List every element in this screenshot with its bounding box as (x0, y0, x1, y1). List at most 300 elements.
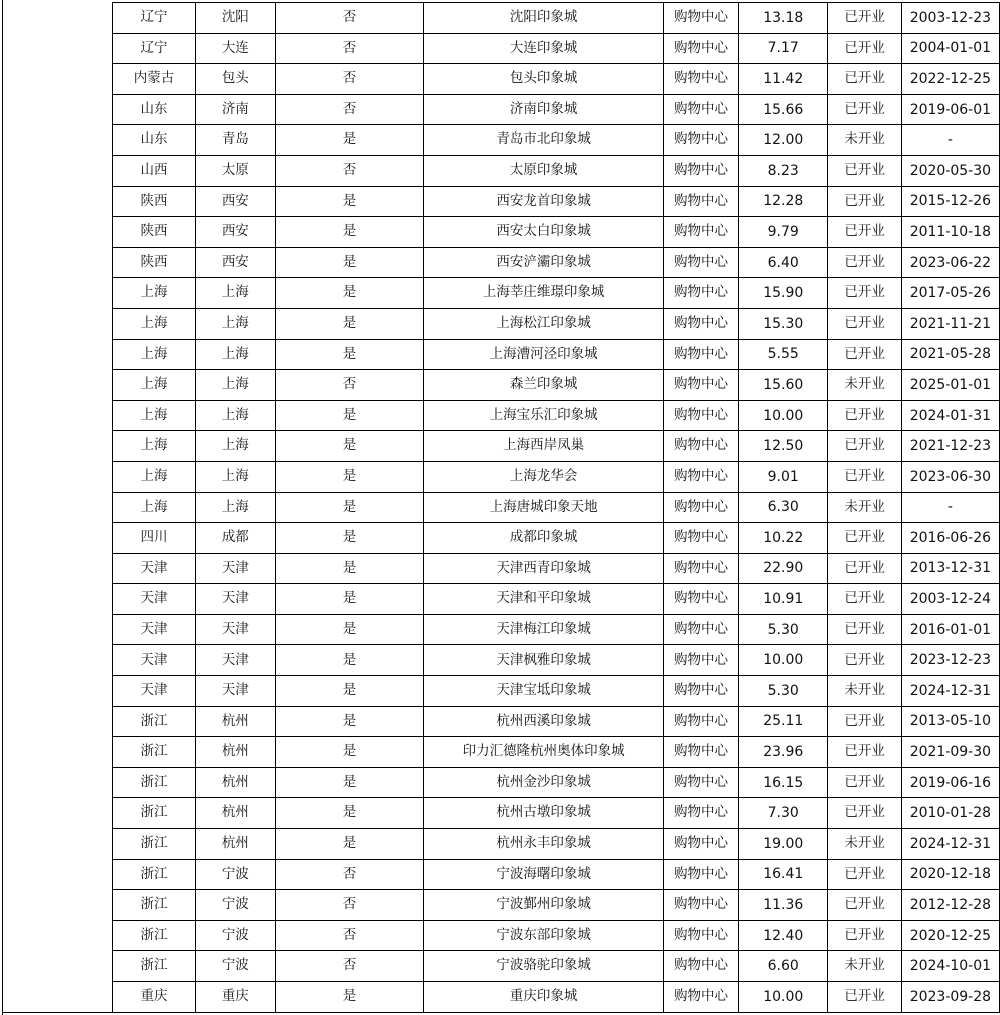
status-cell: 已开业 (828, 186, 901, 217)
table-row (113, 247, 1000, 278)
flag-cell: 否 (275, 94, 424, 125)
project-type-cell: 购物中心 (663, 431, 738, 462)
city-cell: 上海 (196, 308, 276, 339)
flag-cell: 是 (275, 829, 424, 860)
status-cell: 已开业 (828, 523, 901, 554)
status-cell: 未开业 (828, 951, 901, 982)
table-row (113, 186, 1000, 217)
project-type-cell: 购物中心 (663, 645, 738, 676)
province-cell: 辽宁 (113, 33, 196, 64)
status-cell: 已开业 (828, 308, 901, 339)
province-cell: 天津 (113, 614, 196, 645)
project-name-cell: 上海龙华会 (424, 461, 664, 492)
table-row (113, 859, 1000, 890)
flag-cell: 是 (275, 523, 424, 554)
status-cell: 已开业 (828, 339, 901, 370)
table-row (113, 706, 1000, 737)
project-type-cell: 购物中心 (663, 706, 738, 737)
status-cell: 已开业 (828, 890, 901, 921)
area-cell: 12.28 (739, 186, 828, 217)
table-row (113, 767, 1000, 798)
area-cell: 5.30 (739, 614, 828, 645)
province-cell: 山东 (113, 94, 196, 125)
city-cell: 沈阳 (196, 3, 276, 34)
open-date-cell: 2013-12-31 (901, 553, 999, 584)
status-cell: 未开业 (828, 676, 901, 707)
city-cell: 包头 (196, 64, 276, 95)
table-row (113, 278, 1000, 309)
status-cell: 已开业 (828, 706, 901, 737)
flag-cell: 否 (275, 3, 424, 34)
flag-cell: 是 (275, 308, 424, 339)
flag-cell: 否 (275, 951, 424, 982)
status-cell: 已开业 (828, 859, 901, 890)
flag-cell: 是 (275, 217, 424, 248)
flag-cell: 是 (275, 431, 424, 462)
open-date-cell: 2016-01-01 (901, 614, 999, 645)
project-type-cell: 购物中心 (663, 553, 738, 584)
project-type-cell: 购物中心 (663, 308, 738, 339)
project-name-cell: 森兰印象城 (424, 370, 664, 401)
project-name-cell: 杭州古墩印象城 (424, 798, 664, 829)
page-left-border (2, 0, 3, 1015)
open-date-cell: 2019-06-01 (901, 94, 999, 125)
project-type-cell: 购物中心 (663, 400, 738, 431)
area-cell: 23.96 (739, 737, 828, 768)
table-row (113, 400, 1000, 431)
flag-cell: 是 (275, 767, 424, 798)
status-cell: 已开业 (828, 645, 901, 676)
project-name-cell: 宁波东部印象城 (424, 920, 664, 951)
status-cell: 已开业 (828, 33, 901, 64)
open-date-cell: 2024-12-31 (901, 829, 999, 860)
province-cell: 天津 (113, 645, 196, 676)
province-cell: 浙江 (113, 767, 196, 798)
flag-cell: 是 (275, 492, 424, 523)
project-type-cell: 购物中心 (663, 155, 738, 186)
open-date-cell: 2021-09-30 (901, 737, 999, 768)
flag-cell: 否 (275, 33, 424, 64)
project-type-cell: 购物中心 (663, 584, 738, 615)
city-cell: 上海 (196, 431, 276, 462)
city-cell: 天津 (196, 584, 276, 615)
open-date-cell: 2020-05-30 (901, 155, 999, 186)
city-cell: 济南 (196, 94, 276, 125)
project-type-cell: 购物中心 (663, 339, 738, 370)
area-cell: 6.30 (739, 492, 828, 523)
city-cell: 上海 (196, 492, 276, 523)
area-cell: 7.30 (739, 798, 828, 829)
flag-cell: 是 (275, 186, 424, 217)
city-cell: 杭州 (196, 737, 276, 768)
area-cell: 9.01 (739, 461, 828, 492)
project-name-cell: 宁波骆驼印象城 (424, 951, 664, 982)
table-row (113, 155, 1000, 186)
project-name-cell: 天津梅江印象城 (424, 614, 664, 645)
table-row (113, 951, 1000, 982)
province-cell: 上海 (113, 339, 196, 370)
project-name-cell: 青岛市北印象城 (424, 125, 664, 156)
open-date-cell: 2022-12-25 (901, 64, 999, 95)
project-name-cell: 宁波鄞州印象城 (424, 890, 664, 921)
project-name-cell: 上海漕河泾印象城 (424, 339, 664, 370)
city-cell: 杭州 (196, 798, 276, 829)
area-cell: 16.15 (739, 767, 828, 798)
area-cell: 8.23 (739, 155, 828, 186)
status-cell: 已开业 (828, 920, 901, 951)
flag-cell: 是 (275, 614, 424, 645)
table-row (113, 370, 1000, 401)
status-cell: 已开业 (828, 431, 901, 462)
project-type-cell: 购物中心 (663, 370, 738, 401)
city-cell: 上海 (196, 370, 276, 401)
city-cell: 宁波 (196, 859, 276, 890)
province-cell: 辽宁 (113, 3, 196, 34)
area-cell: 16.41 (739, 859, 828, 890)
city-cell: 杭州 (196, 829, 276, 860)
open-date-cell: 2017-05-26 (901, 278, 999, 309)
city-cell: 天津 (196, 553, 276, 584)
project-type-cell: 购物中心 (663, 33, 738, 64)
open-date-cell: 2003-12-23 (901, 3, 999, 34)
flag-cell: 是 (275, 676, 424, 707)
flag-cell: 是 (275, 461, 424, 492)
flag-cell: 是 (275, 278, 424, 309)
flag-cell: 是 (275, 798, 424, 829)
open-date-cell: - (901, 125, 999, 156)
area-cell: 5.55 (739, 339, 828, 370)
project-type-cell: 购物中心 (663, 951, 738, 982)
project-name-cell: 杭州金沙印象城 (424, 767, 664, 798)
status-cell: 已开业 (828, 3, 901, 34)
project-name-cell: 成都印象城 (424, 523, 664, 554)
city-cell: 太原 (196, 155, 276, 186)
open-date-cell: 2025-01-01 (901, 370, 999, 401)
status-cell: 未开业 (828, 125, 901, 156)
open-date-cell: 2023-06-22 (901, 247, 999, 278)
area-cell: 15.60 (739, 370, 828, 401)
project-type-cell: 购物中心 (663, 523, 738, 554)
open-date-cell: 2011-10-18 (901, 217, 999, 248)
open-date-cell: 2021-11-21 (901, 308, 999, 339)
city-cell: 宁波 (196, 951, 276, 982)
province-cell: 上海 (113, 370, 196, 401)
status-cell: 已开业 (828, 217, 901, 248)
table-row (113, 553, 1000, 584)
project-name-cell: 重庆印象城 (424, 982, 664, 1013)
project-type-cell: 购物中心 (663, 767, 738, 798)
area-cell: 10.00 (739, 400, 828, 431)
province-cell: 上海 (113, 308, 196, 339)
province-cell: 天津 (113, 584, 196, 615)
table-row (113, 125, 1000, 156)
open-date-cell: - (901, 492, 999, 523)
area-cell: 12.50 (739, 431, 828, 462)
project-name-cell: 上海宝乐汇印象城 (424, 400, 664, 431)
status-cell: 已开业 (828, 737, 901, 768)
province-cell: 陕西 (113, 247, 196, 278)
table-row (113, 676, 1000, 707)
flag-cell: 否 (275, 920, 424, 951)
province-cell: 上海 (113, 492, 196, 523)
table-row (113, 94, 1000, 125)
flag-cell: 是 (275, 125, 424, 156)
open-date-cell: 2013-05-10 (901, 706, 999, 737)
project-name-cell: 上海西岸凤巢 (424, 431, 664, 462)
province-cell: 浙江 (113, 890, 196, 921)
province-cell: 上海 (113, 431, 196, 462)
status-cell: 已开业 (828, 64, 901, 95)
status-cell: 已开业 (828, 798, 901, 829)
open-date-cell: 2010-01-28 (901, 798, 999, 829)
area-cell: 25.11 (739, 706, 828, 737)
status-cell: 已开业 (828, 767, 901, 798)
province-cell: 上海 (113, 278, 196, 309)
open-date-cell: 2003-12-24 (901, 584, 999, 615)
area-cell: 10.00 (739, 645, 828, 676)
province-cell: 浙江 (113, 829, 196, 860)
flag-cell: 是 (275, 553, 424, 584)
province-cell: 浙江 (113, 737, 196, 768)
open-date-cell: 2015-12-26 (901, 186, 999, 217)
city-cell: 青岛 (196, 125, 276, 156)
project-type-cell: 购物中心 (663, 94, 738, 125)
project-name-cell: 包头印象城 (424, 64, 664, 95)
project-type-cell: 购物中心 (663, 186, 738, 217)
city-cell: 天津 (196, 614, 276, 645)
area-cell: 13.18 (739, 3, 828, 34)
province-cell: 陕西 (113, 217, 196, 248)
flag-cell: 否 (275, 859, 424, 890)
city-cell: 西安 (196, 217, 276, 248)
project-type-cell: 购物中心 (663, 982, 738, 1013)
project-table-body (113, 3, 1000, 1013)
status-cell: 未开业 (828, 829, 901, 860)
flag-cell: 否 (275, 890, 424, 921)
area-cell: 15.66 (739, 94, 828, 125)
status-cell: 已开业 (828, 94, 901, 125)
flag-cell: 是 (275, 400, 424, 431)
area-cell: 15.30 (739, 308, 828, 339)
project-type-cell: 购物中心 (663, 737, 738, 768)
city-cell: 杭州 (196, 767, 276, 798)
project-type-cell: 购物中心 (663, 461, 738, 492)
project-name-cell: 上海松江印象城 (424, 308, 664, 339)
city-cell: 西安 (196, 247, 276, 278)
flag-cell: 是 (275, 706, 424, 737)
status-cell: 已开业 (828, 614, 901, 645)
status-cell: 已开业 (828, 584, 901, 615)
project-name-cell: 上海唐城印象天地 (424, 492, 664, 523)
table-row (113, 3, 1000, 34)
province-cell: 上海 (113, 400, 196, 431)
project-type-cell: 购物中心 (663, 278, 738, 309)
project-name-cell: 西安浐灞印象城 (424, 247, 664, 278)
project-table (112, 2, 1000, 1013)
open-date-cell: 2021-12-23 (901, 431, 999, 462)
province-cell: 浙江 (113, 706, 196, 737)
table-row (113, 64, 1000, 95)
area-cell: 6.40 (739, 247, 828, 278)
project-name-cell: 杭州西溪印象城 (424, 706, 664, 737)
area-cell: 10.91 (739, 584, 828, 615)
status-cell: 已开业 (828, 400, 901, 431)
project-name-cell: 天津宝坻印象城 (424, 676, 664, 707)
open-date-cell: 2021-05-28 (901, 339, 999, 370)
city-cell: 西安 (196, 186, 276, 217)
table-row (113, 982, 1000, 1013)
project-type-cell: 购物中心 (663, 676, 738, 707)
table-row (113, 584, 1000, 615)
area-cell: 9.79 (739, 217, 828, 248)
table-row (113, 737, 1000, 768)
flag-cell: 否 (275, 64, 424, 95)
project-type-cell: 购物中心 (663, 798, 738, 829)
table-row (113, 339, 1000, 370)
table-row (113, 645, 1000, 676)
province-cell: 天津 (113, 676, 196, 707)
project-name-cell: 宁波海曙印象城 (424, 859, 664, 890)
table-row (113, 461, 1000, 492)
status-cell: 已开业 (828, 553, 901, 584)
open-date-cell: 2019-06-16 (901, 767, 999, 798)
province-cell: 浙江 (113, 859, 196, 890)
area-cell: 12.40 (739, 920, 828, 951)
area-cell: 10.00 (739, 982, 828, 1013)
table-row (113, 431, 1000, 462)
project-name-cell: 天津枫雅印象城 (424, 645, 664, 676)
flag-cell: 是 (275, 247, 424, 278)
project-type-cell: 购物中心 (663, 829, 738, 860)
project-name-cell: 印力汇德隆杭州奥体印象城 (424, 737, 664, 768)
project-name-cell: 西安龙首印象城 (424, 186, 664, 217)
province-cell: 浙江 (113, 951, 196, 982)
open-date-cell: 2023-09-28 (901, 982, 999, 1013)
open-date-cell: 2012-12-28 (901, 890, 999, 921)
open-date-cell: 2024-12-31 (901, 676, 999, 707)
project-type-cell: 购物中心 (663, 890, 738, 921)
province-cell: 四川 (113, 523, 196, 554)
flag-cell: 是 (275, 339, 424, 370)
table-row (113, 920, 1000, 951)
project-type-cell: 购物中心 (663, 125, 738, 156)
open-date-cell: 2004-01-01 (901, 33, 999, 64)
project-name-cell: 济南印象城 (424, 94, 664, 125)
province-cell: 重庆 (113, 982, 196, 1013)
province-cell: 浙江 (113, 920, 196, 951)
city-cell: 上海 (196, 461, 276, 492)
project-type-cell: 购物中心 (663, 217, 738, 248)
open-date-cell: 2024-01-31 (901, 400, 999, 431)
city-cell: 上海 (196, 400, 276, 431)
area-cell: 15.90 (739, 278, 828, 309)
open-date-cell: 2023-06-30 (901, 461, 999, 492)
project-name-cell: 大连印象城 (424, 33, 664, 64)
flag-cell: 否 (275, 370, 424, 401)
project-type-cell: 购物中心 (663, 920, 738, 951)
table-row (113, 217, 1000, 248)
status-cell: 已开业 (828, 278, 901, 309)
flag-cell: 是 (275, 584, 424, 615)
city-cell: 天津 (196, 676, 276, 707)
area-cell: 12.00 (739, 125, 828, 156)
area-cell: 19.00 (739, 829, 828, 860)
province-cell: 山东 (113, 125, 196, 156)
open-date-cell: 2016-06-26 (901, 523, 999, 554)
table-row (113, 614, 1000, 645)
project-name-cell: 天津和平印象城 (424, 584, 664, 615)
province-cell: 内蒙古 (113, 64, 196, 95)
status-cell: 已开业 (828, 461, 901, 492)
project-type-cell: 购物中心 (663, 859, 738, 890)
project-type-cell: 购物中心 (663, 492, 738, 523)
province-cell: 天津 (113, 553, 196, 584)
area-cell: 6.60 (739, 951, 828, 982)
project-type-cell: 购物中心 (663, 247, 738, 278)
city-cell: 上海 (196, 278, 276, 309)
flag-cell: 是 (275, 737, 424, 768)
province-cell: 陕西 (113, 186, 196, 217)
table-row (113, 492, 1000, 523)
table-row (113, 33, 1000, 64)
table-row (113, 890, 1000, 921)
city-cell: 杭州 (196, 706, 276, 737)
province-cell: 上海 (113, 461, 196, 492)
table-row (113, 523, 1000, 554)
city-cell: 成都 (196, 523, 276, 554)
open-date-cell: 2020-12-25 (901, 920, 999, 951)
project-name-cell: 沈阳印象城 (424, 3, 664, 34)
project-name-cell: 天津西青印象城 (424, 553, 664, 584)
project-type-cell: 购物中心 (663, 614, 738, 645)
project-name-cell: 上海莘庄维璟印象城 (424, 278, 664, 309)
open-date-cell: 2020-12-18 (901, 859, 999, 890)
flag-cell: 是 (275, 982, 424, 1013)
status-cell: 已开业 (828, 155, 901, 186)
area-cell: 7.17 (739, 33, 828, 64)
area-cell: 11.36 (739, 890, 828, 921)
project-name-cell: 西安太白印象城 (424, 217, 664, 248)
project-type-cell: 购物中心 (663, 3, 738, 34)
table-row (113, 798, 1000, 829)
area-cell: 11.42 (739, 64, 828, 95)
area-cell: 5.30 (739, 676, 828, 707)
project-name-cell: 杭州永丰印象城 (424, 829, 664, 860)
project-type-cell: 购物中心 (663, 64, 738, 95)
flag-cell: 是 (275, 645, 424, 676)
city-cell: 宁波 (196, 890, 276, 921)
city-cell: 上海 (196, 339, 276, 370)
area-cell: 22.90 (739, 553, 828, 584)
area-cell: 10.22 (739, 523, 828, 554)
city-cell: 重庆 (196, 982, 276, 1013)
status-cell: 已开业 (828, 247, 901, 278)
city-cell: 宁波 (196, 920, 276, 951)
province-cell: 浙江 (113, 798, 196, 829)
city-cell: 大连 (196, 33, 276, 64)
table-row (113, 308, 1000, 339)
open-date-cell: 2024-10-01 (901, 951, 999, 982)
province-cell: 山西 (113, 155, 196, 186)
table-row (113, 829, 1000, 860)
status-cell: 未开业 (828, 492, 901, 523)
status-cell: 已开业 (828, 982, 901, 1013)
flag-cell: 否 (275, 155, 424, 186)
status-cell: 未开业 (828, 370, 901, 401)
project-name-cell: 太原印象城 (424, 155, 664, 186)
open-date-cell: 2023-12-23 (901, 645, 999, 676)
city-cell: 天津 (196, 645, 276, 676)
